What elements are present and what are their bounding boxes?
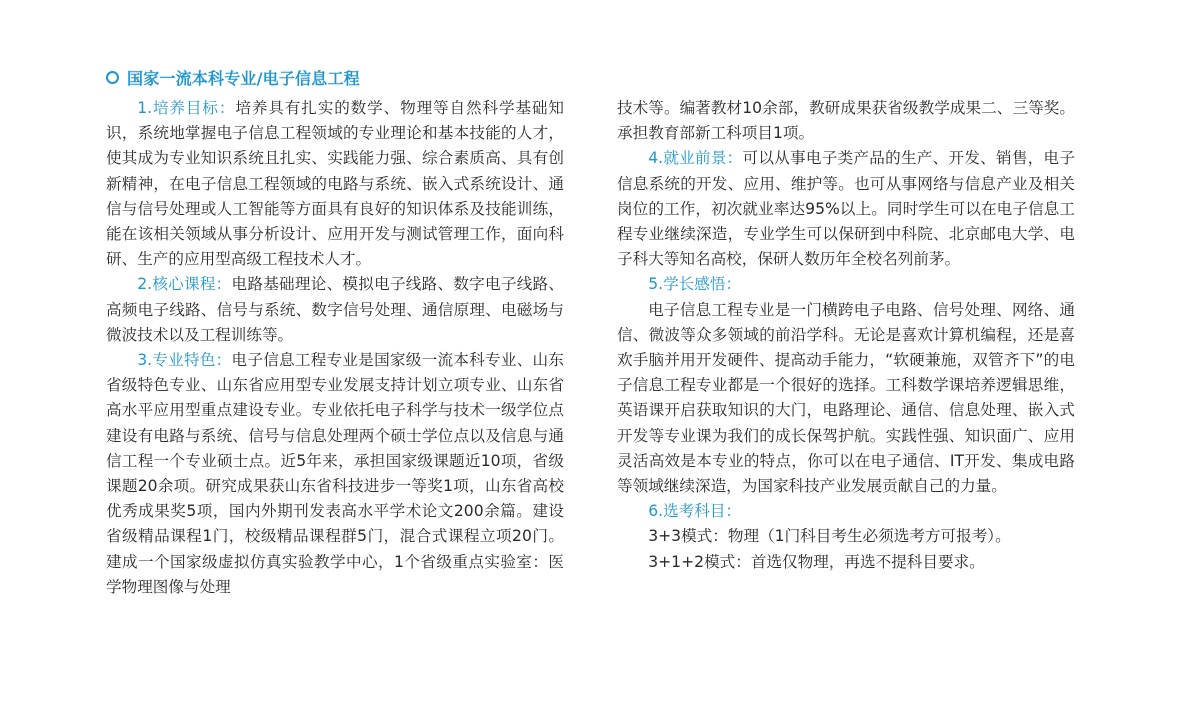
section-title-text: 国家一流本科专业/电子信息工程 [127,69,360,88]
employment-heading: 4.就业前景： [648,149,743,168]
subject-requirement-3plus3: 3+3模式：物理（1门科目考生必须选考方可报考）。 [648,527,1011,546]
core-courses-heading: 2.核心课程： [137,275,232,294]
circle-outline-icon [106,71,119,84]
major-features-heading: 3.专业特色： [137,351,232,370]
training-goal-heading: 1.培养目标： [137,99,236,117]
major-features-text: 电子信息工程专业是国家级一流本科专业、山东省级特色专业、山东省应用型专业发展支持计划立项专业、山东省高水平应用型重点建设专业。专业依托电子科学与技术一级学位点建设有电路与系统、信号与信息处理两个硕士学位点以及信息与通信工程一个专业硕士点。近5年来，承担国家级课题近10项，省级课题20余项。研究成果获山东省科技进步一等奖1项，山东省高校优秀成果奖5项，国内外期刊发表高水平学术论文200余篇。建设省级精品课程1门，校级精品课程群5门，混合式课程立项20门。建成一个国家级虚拟仿真实验教学中心，1个省级重点实验室：医学物理图像与处理 [106,351,564,596]
subject-requirements-heading-line [617,499,1075,524]
senior-insights-heading: 5.学长感悟： [648,275,742,294]
right-column [617,96,1075,575]
employment-text: 可以从事电子类产品的生产、开发、销售，电子信息系统的开发、应用、维护等。也可从事网络与信息产业及相关岗位的工作，初次就业率达95%以上。同时学生可以在电子信息工程专业继续深造，专业学生可以保研到中科院、北京邮电大学、电子科大等知名高校，保研人数历年全校名列前茅。 [617,149,1075,269]
subject-requirements-heading: 6.选考科目： [648,502,742,521]
employment-paragraph [617,146,1075,272]
core-courses-paragraph [106,272,564,348]
major-features-continued: 技术等。编著教材10余部，教研成果获省级教学成果二、三等奖。承担教育部新工科项目1项。 [617,99,1075,143]
training-goal-paragraph [106,96,564,272]
section-title [106,66,360,89]
subject-requirement-3plus1plus2: 3+1+2模式：首选仅物理，再选不提科目要求。 [648,552,985,571]
core-courses-text: 电路基础理论、模拟电子线路、数字电子线路、高频电子线路、信号与系统、数字信号处理、通信原理、电磁场与微波技术以及工程训练等。 [106,275,564,344]
senior-insights-heading-line [617,272,1075,297]
senior-insights-text: 电子信息工程专业是一门横跨电子电路、信号处理、网络、通信、微波等众多领域的前沿学科。无论是喜欢计算机编程，还是喜欢手脑并用开发硬件、提高动手能力，“软硬兼施，双管齐下”的电子信息工程专业都是一个很好的选择。工科数学课培养逻辑思维，英语课开启获取知识的大门，电路理论、通信、信息处理、嵌入式开发等专业课为我们的成长保驾护航。实践性强、知识面广、应用灵活高效是本专业的特点，你可以在电子通信、IT开发、集成电路等领域继续深造，为国家科技产业发展贡献自己的力量。 [617,300,1075,496]
major-features-paragraph [106,348,564,600]
training-goal-text: 培养具有扎实的数学、物理等自然科学基础知识，系统地掌握电子信息工程领域的专业理论和基本技能的人才，使其成为专业知识系统且扎实、实践能力强、综合素质高、具有创新精神，在电子信息工程领域的电路与系统、嵌入式系统设计、通信与信号处理或人工智能等方面具有良好的知识体系及技能训练，能在该相关领域从事分析设计、应用开发与测试管理工作，面向科研、生产的应用型高级工程技术人才。 [106,99,564,269]
left-column [106,96,564,600]
